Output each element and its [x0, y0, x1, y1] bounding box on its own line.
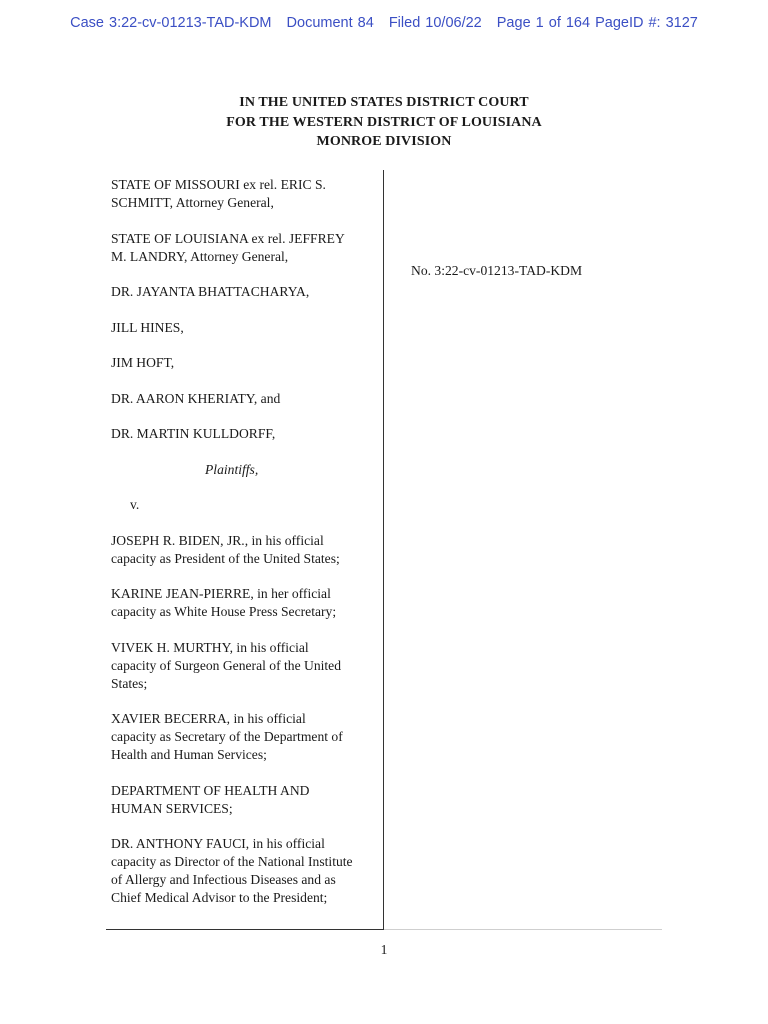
court-heading-line-2: FOR THE WESTERN DISTRICT OF LOUISIANA — [226, 114, 542, 130]
plaintiff-entry-line: SCHMITT, Attorney General, — [111, 195, 274, 210]
defendant-entry-line: States; — [111, 675, 148, 691]
defendant-entry — [111, 585, 383, 621]
defendant-entry-line: XAVIER BECERRA, in his official — [111, 711, 306, 726]
defendant-entry-line: Chief Medical Advisor to the President; — [111, 890, 328, 905]
case-number: No. 3:22-cv-01213-TAD-KDM — [411, 263, 583, 278]
plaintiff-entry — [111, 425, 383, 443]
defendant-entry-line: of Allergy and Infectious Diseases and as — [111, 872, 336, 887]
case-caption-parties — [111, 176, 383, 925]
defendant-entry — [111, 639, 383, 693]
caption-bottom-rule-right — [384, 929, 662, 930]
defendant-entry-line: capacity as Director of the National Institute — [111, 854, 353, 869]
defendants-list — [111, 532, 383, 908]
header-filed-date: Filed 10/06/22 — [388, 15, 482, 31]
plaintiff-entry-line: STATE OF LOUISIANA ex rel. JEFFREY — [111, 230, 345, 246]
defendant-entry-line: capacity as President of the United States; — [111, 550, 340, 566]
plaintiff-entry-line: STATE OF MISSOURI ex rel. ERIC S. — [111, 177, 326, 192]
defendant-entry-line: KARINE JEAN-PIERRE, in her official — [111, 586, 331, 601]
plaintiff-entry — [111, 390, 383, 408]
plaintiffs-list — [111, 176, 383, 443]
plaintiff-entry-line: DR. JAYANTA BHATTACHARYA, — [111, 284, 310, 299]
defendant-entry-line: capacity of Surgeon General of the United — [111, 657, 342, 673]
plaintiff-entry — [111, 176, 383, 212]
defendant-entry-line: HUMAN SERVICES; — [111, 800, 233, 816]
plaintiff-entry — [111, 354, 383, 372]
plaintiff-entry — [111, 283, 383, 301]
plaintiffs-label: Plaintiffs, — [205, 461, 259, 477]
court-heading — [0, 93, 768, 152]
plaintiff-entry-line: JIM HOFT, — [111, 355, 175, 370]
defendant-entry-line: capacity as White House Press Secretary; — [111, 604, 337, 619]
defendant-entry — [111, 710, 383, 764]
page-number: 1 — [380, 942, 388, 957]
defendant-entry-line: DR. ANTHONY FAUCI, in his official — [111, 836, 325, 851]
defendant-entry — [111, 782, 383, 818]
defendant-entry-line: Health and Human Services; — [111, 747, 267, 762]
header-page-info: Page 1 of 164 PageID #: 3127 — [496, 15, 698, 31]
plaintiff-entry-line: JILL HINES, — [111, 319, 184, 335]
plaintiff-entry — [111, 230, 383, 266]
caption-vertical-divider — [383, 170, 384, 930]
defendant-entry-line: VIVEK H. MURTHY, in his official — [111, 639, 309, 655]
defendant-entry-line: capacity as Secretary of the Department of — [111, 729, 343, 744]
versus-label: v. — [130, 497, 140, 512]
defendant-entry — [111, 532, 383, 568]
header-case-number: Case 3:22-cv-01213-TAD-KDM — [70, 15, 272, 31]
caption-bottom-rule — [106, 929, 384, 930]
filing-header — [0, 15, 768, 31]
defendant-entry-line: JOSEPH R. BIDEN, JR., in his official — [111, 532, 324, 548]
defendant-entry — [111, 835, 383, 907]
court-heading-line-3: MONROE DIVISION — [316, 134, 452, 149]
plaintiff-entry-line: M. LANDRY, Attorney General, — [111, 248, 289, 264]
plaintiff-entry-line: DR. AARON KHERIATY, and — [111, 390, 281, 406]
plaintiff-entry-line: DR. MARTIN KULLDORFF, — [111, 426, 276, 441]
plaintiff-entry — [111, 319, 383, 337]
court-heading-line-1: IN THE UNITED STATES DISTRICT COURT — [239, 95, 529, 110]
defendant-entry-line: DEPARTMENT OF HEALTH AND — [111, 782, 310, 798]
header-document: Document 84 — [286, 15, 374, 31]
